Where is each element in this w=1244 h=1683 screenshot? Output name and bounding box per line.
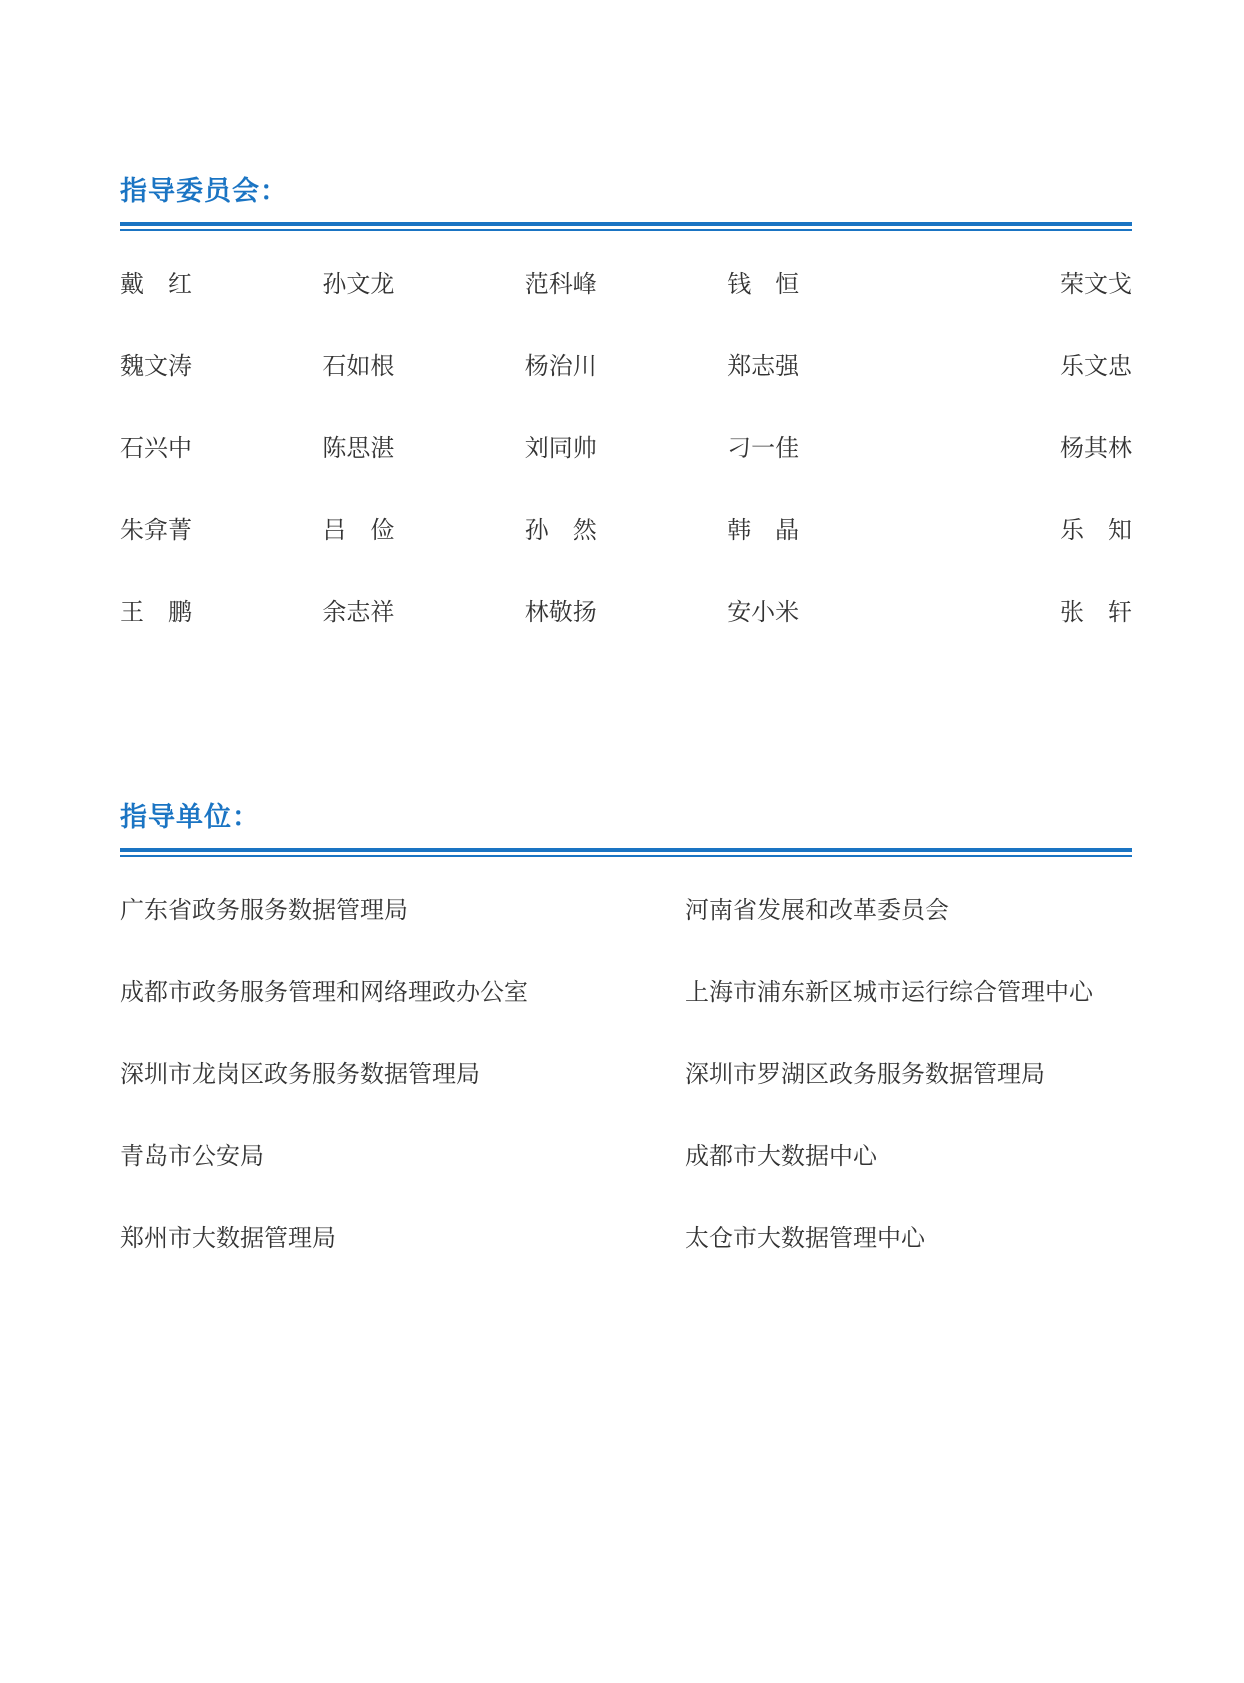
unit-name: 郑州市大数据管理局 bbox=[120, 1224, 336, 1252]
committee-name: 乐文忠 bbox=[1059, 352, 1132, 380]
committee-name: 杨治川 bbox=[524, 352, 597, 380]
committee-name: 乐 知 bbox=[1059, 516, 1132, 544]
unit-name: 深圳市罗湖区政务服务数据管理局 bbox=[685, 1060, 1045, 1088]
units-title: 指导单位： bbox=[120, 802, 260, 833]
units-rule-thick bbox=[120, 848, 1132, 852]
committee-name: 范科峰 bbox=[524, 270, 597, 298]
committee-name: 韩 晶 bbox=[727, 516, 800, 544]
committee-name: 余志祥 bbox=[322, 598, 395, 626]
unit-name: 深圳市龙岗区政务服务数据管理局 bbox=[120, 1060, 480, 1088]
unit-name: 青岛市公安局 bbox=[120, 1142, 264, 1170]
unit-name: 上海市浦东新区城市运行综合管理中心 bbox=[685, 978, 1093, 1006]
committee-name: 荣文戈 bbox=[1059, 270, 1132, 298]
committee-name: 张 轩 bbox=[1059, 598, 1132, 626]
committee-names-grid bbox=[120, 264, 1132, 674]
unit-name: 成都市大数据中心 bbox=[685, 1142, 877, 1170]
committee-name: 钱 恒 bbox=[727, 270, 800, 298]
units-grid bbox=[120, 890, 1132, 1300]
committee-name: 刘同帅 bbox=[524, 434, 597, 462]
committee-name: 孙文龙 bbox=[322, 270, 395, 298]
unit-name: 太仓市大数据管理中心 bbox=[685, 1224, 925, 1252]
committee-name: 陈思湛 bbox=[322, 434, 395, 462]
committee-rule-thick bbox=[120, 222, 1132, 226]
committee-name: 石如根 bbox=[322, 352, 395, 380]
committee-section bbox=[120, 172, 1132, 674]
units-title-rule bbox=[120, 848, 1132, 858]
committee-name: 戴 红 bbox=[120, 270, 192, 298]
unit-name: 广东省政务服务数据管理局 bbox=[120, 896, 408, 924]
unit-name: 河南省发展和改革委员会 bbox=[685, 896, 949, 924]
committee-name: 刁一佳 bbox=[727, 434, 800, 462]
units-section bbox=[120, 798, 1132, 1300]
committee-name: 安小米 bbox=[727, 598, 800, 626]
committee-name: 杨其林 bbox=[1059, 434, 1132, 462]
committee-title-rule bbox=[120, 222, 1132, 232]
committee-name: 朱弇菁 bbox=[120, 516, 192, 544]
committee-name: 王 鹏 bbox=[120, 598, 192, 626]
committee-name: 魏文涛 bbox=[120, 352, 192, 380]
committee-name: 石兴中 bbox=[120, 434, 192, 462]
committee-name: 孙 然 bbox=[524, 516, 597, 544]
committee-rule-thin bbox=[120, 229, 1132, 231]
unit-name: 成都市政务服务管理和网络理政办公室 bbox=[120, 978, 528, 1006]
committee-title: 指导委员会： bbox=[120, 176, 288, 207]
committee-name: 郑志强 bbox=[727, 352, 800, 380]
units-rule-thin bbox=[120, 855, 1132, 857]
committee-name: 吕 俭 bbox=[322, 516, 395, 544]
committee-name: 林敬扬 bbox=[524, 598, 597, 626]
